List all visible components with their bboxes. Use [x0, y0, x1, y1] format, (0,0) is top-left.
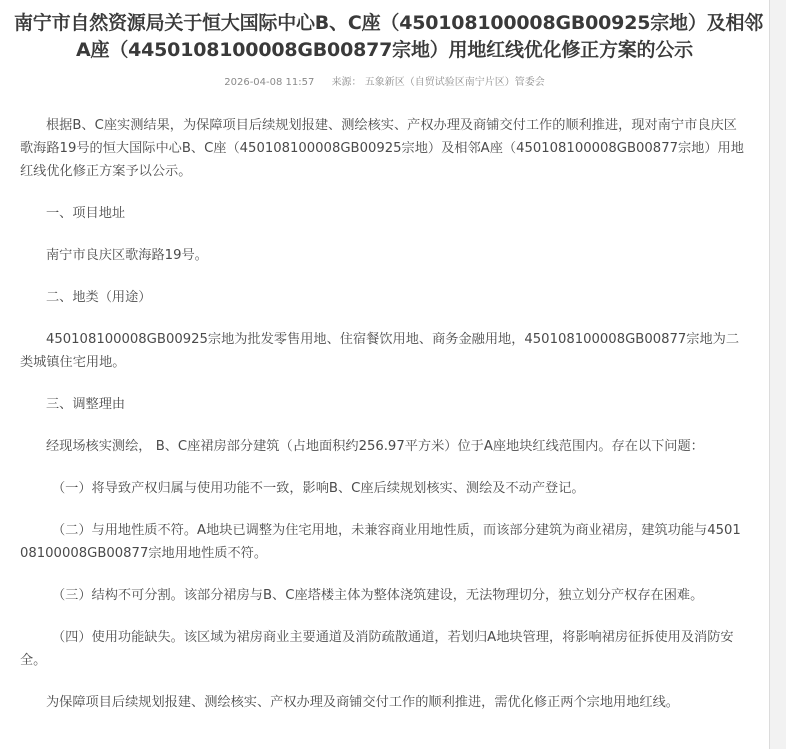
page-side-gutter: [770, 0, 786, 749]
article-title-line-2: A座（4450108100008GB00877宗地）用地红线优化修正方案的公示: [76, 39, 693, 61]
publish-date: 2026-04-08 11:57: [224, 77, 315, 88]
paragraph-reason-intro: 经现场核实测绘， B、C座裙房部分建筑（占地面积约256.97平方米）位于A座地块红线范围内。存在以下问题：: [46, 439, 704, 454]
section-heading-address: 一、项目地址: [46, 206, 126, 221]
reason-item-3: （三）结构不可分割。该部分裙房与B、C座塔楼主体为整体浇筑建设，无法物理切分，独立划分产权存在困难。: [52, 588, 704, 603]
paragraph-land-use: 450108100008GB00925宗地为批发零售用地、住宿餐饮用地、商务金融用地，450108100008GB00877宗地为二类城镇住宅用地。: [20, 332, 740, 370]
paragraph-address: 南宁市良庆区歌海路19号。: [46, 248, 208, 263]
source-label: 来源：: [331, 77, 362, 88]
article-body: [0, 114, 769, 714]
article-meta: [0, 76, 769, 90]
article-title-line-1: 南宁市自然资源局关于恒大国际中心B、C座（450108100008GB00925宗地）及相邻: [14, 12, 764, 34]
reason-item-1: （一）将导致产权归属与使用功能不一致，影响B、C座后续规划核实、测绘及不动产登记。: [52, 481, 585, 496]
section-heading-reason: 三、调整理由: [46, 397, 126, 412]
source-name: 五象新区（自贸试验区南宁片区）管委会: [364, 77, 545, 88]
reason-item-2: （二）与用地性质不符。A地块已调整为住宅用地，未兼容商业用地性质，而该部分建筑为商业裙房，建筑功能与450108100008GB00877宗地用地性质不符。: [20, 523, 741, 561]
section-heading-land-use: 二、地类（用途）: [46, 290, 152, 305]
paragraph-intro: 根据B、C座实测结果，为保障项目后续规划报建、测绘核实、产权办理及商铺交付工作的顺利推进，现对南宁市良庆区歌海路19号的恒大国际中心B、C座（450108100008GB00925宗地）及相邻A座（450108100008GB00877宗地）用地红线优化修正方案予以公示。: [20, 118, 744, 179]
paragraph-conclusion: 为保障项目后续规划报建、测绘核实、产权办理及商铺交付工作的顺利推进，需优化修正两个宗地用地红线。: [46, 695, 679, 710]
reason-item-4: （四）使用功能缺失。该区域为裙房商业主要通道及消防疏散通道，若划归A地块管理，将影响裙房征拆使用及消防安全。: [20, 630, 734, 668]
article-title: [0, 0, 769, 64]
